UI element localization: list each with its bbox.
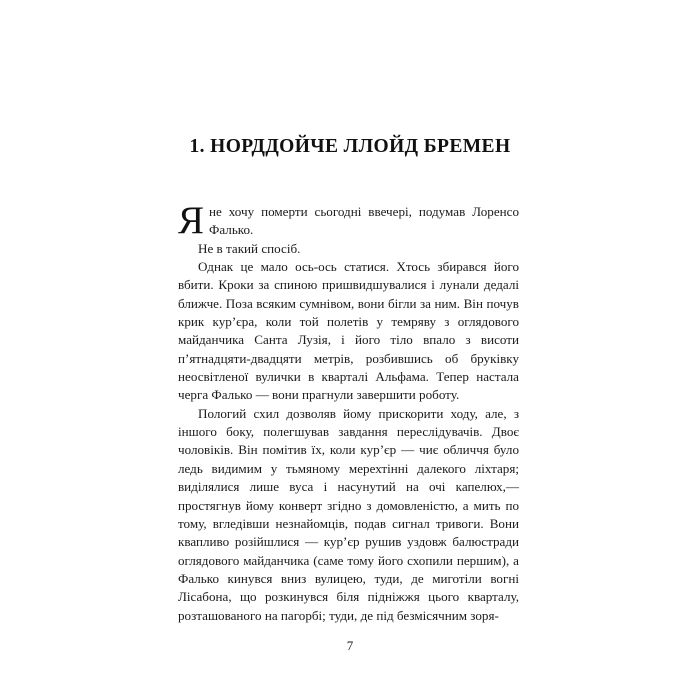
drop-cap-letter: Я (178, 199, 205, 242)
paragraph-opening-text: не хочу померти сьогодні ввечері, подумав Лоренсо Фалько. (209, 204, 519, 238)
chapter-title: 1. НОРДДОЙЧЕ ЛЛОЙД БРЕМЕН (189, 136, 511, 157)
page-number: 7 (346, 638, 354, 653)
paragraph-3: Однак це мало ось-ось статися. Хтось збирався його вбити. Кроки за спиною пришвидшувалися і лунали дедалі ближче. Поза всяким сумнівом, вони бігли за ним. Він почув крик кур’єра, коли той полетів у темряву з оглядового майданчика Санта Лузія, і його тіло впало з висоти п’ятнадцяти-двадцяти метрів, розбившись об бруківку неосвітленої вулички в кварталі Альфама. Тепер настала черга Фалько — вони прагнули завершити роботу. (178, 259, 519, 403)
paragraph-2: Не в такий спосіб. (198, 240, 301, 256)
paragraph-opening (178, 199, 519, 242)
paragraph-4: Пологий схил дозволяв йому прискорити ходу, але, з іншого боку, полегшував завдання переслідувачів. Двоє чоловіків. Він помітив їх, коли кур’єр — чиє обличчя було ледь видимим у тьмяному мерехтінні далекого ліхтаря; виділялися лише вуса і насунутий на очі капелюх,— простягнув йому конверт згідно з домовленістю, а мить по тому, вгледівши незнайомців, подав сигнал тривоги. Вони квапливо розійшлися — кур’єр рушив уздовж балюстради оглядового майданчика (саме тому його схопили першим), а Фалько кинувся вниз вулицею, туди, де миготіли вогні Лісабона, що розкинувся біля підніжжя цього кварталу, розташованого на пагорбі; туди, де під безмісячним зоря- (178, 405, 519, 623)
body-text-block (178, 199, 519, 625)
